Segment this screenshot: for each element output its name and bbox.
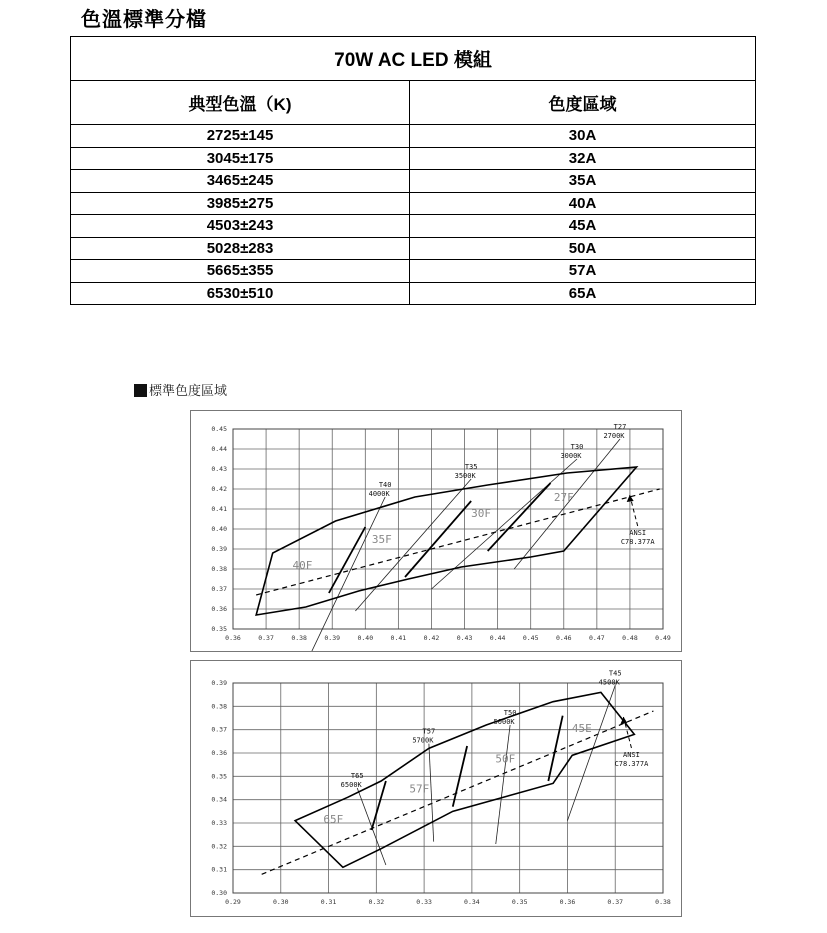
chromaticity-chart-lower — [191, 661, 681, 916]
cct-cell: 5028±283 — [71, 237, 410, 260]
y-tick-label: 0.33 — [211, 819, 227, 827]
cct-label: T65 — [350, 772, 364, 780]
cct-label: T57 — [422, 727, 436, 736]
y-tick-label: 0.41 — [211, 505, 227, 513]
cct-label: T30 — [570, 443, 584, 451]
cct-temp-label: 4000K — [368, 490, 390, 498]
table-row — [71, 282, 756, 305]
section-label-text: 標準色度區域 — [149, 384, 228, 399]
table-row — [71, 260, 756, 283]
x-tick-label: 0.49 — [655, 634, 671, 642]
y-tick-label: 0.35 — [211, 772, 227, 781]
square-bullet-icon — [134, 384, 147, 397]
region-label: 45E — [571, 722, 592, 735]
x-tick-label: 0.41 — [390, 634, 407, 642]
x-tick-label: 0.37 — [258, 634, 274, 642]
chromaticity-chart-upper — [191, 411, 681, 651]
x-tick-label: 0.40 — [357, 634, 374, 642]
region-cell: 65A — [410, 282, 756, 305]
y-tick-label: 0.39 — [211, 545, 227, 553]
plot-border — [233, 683, 663, 893]
chromaticity-chart-lower-frame — [190, 660, 682, 917]
y-tick-label: 0.35 — [211, 625, 227, 633]
y-tick-label: 0.30 — [211, 889, 227, 897]
region-label: 57F — [409, 782, 430, 796]
region-cell: 40A — [410, 192, 756, 215]
region-divider — [405, 501, 471, 577]
x-tick-label: 0.34 — [464, 898, 480, 906]
y-tick-label: 0.42 — [211, 485, 227, 493]
y-tick-label: 0.40 — [211, 525, 227, 533]
cct-label: T50 — [503, 709, 517, 717]
cct-line — [496, 725, 510, 844]
y-tick-label: 0.32 — [211, 842, 227, 851]
cct-temp-label: 2700K — [603, 432, 625, 440]
cct-cell: 2725±145 — [71, 125, 410, 148]
cct-line — [429, 744, 434, 842]
table-row — [71, 237, 756, 260]
table-row — [71, 170, 756, 193]
region-label: 35F — [371, 533, 392, 546]
cct-label: T27 — [613, 423, 627, 431]
y-tick-label: 0.31 — [211, 865, 227, 874]
region-cell: 30A — [410, 125, 756, 148]
cct-line — [309, 497, 385, 651]
cct-label: T35 — [464, 463, 478, 471]
region-cell: 35A — [410, 170, 756, 193]
x-tick-label: 0.36 — [559, 898, 576, 906]
cct-temp-label: 3500K — [454, 472, 476, 480]
y-tick-label: 0.38 — [211, 702, 227, 711]
region-divider — [488, 483, 551, 551]
x-tick-label: 0.33 — [416, 898, 432, 906]
region-divider — [329, 527, 365, 593]
cct-cell: 4503±243 — [71, 215, 410, 238]
x-tick-label: 0.43 — [456, 634, 473, 642]
cct-cell: 6530±510 — [71, 282, 410, 305]
chromaticity-chart-upper-frame — [190, 410, 682, 652]
page-title: 色溫標準分檔 — [81, 7, 207, 31]
x-tick-label: 0.38 — [291, 634, 307, 642]
ansi-label: ANSI — [629, 529, 647, 537]
ansi-label: ANSI — [623, 751, 640, 759]
cct-temp-label: 3000K — [560, 452, 582, 460]
region-cell: 57A — [410, 260, 756, 283]
ansi-standard-label: C78.377A — [614, 760, 649, 768]
region-cell: 45A — [410, 215, 756, 238]
x-tick-label: 0.48 — [622, 634, 638, 642]
region-outline — [295, 692, 634, 867]
ansi-line — [256, 489, 660, 595]
x-tick-label: 0.47 — [589, 634, 605, 642]
y-tick-label: 0.44 — [211, 445, 227, 453]
x-tick-label: 0.30 — [272, 898, 289, 906]
y-tick-label: 0.43 — [211, 465, 227, 473]
x-tick-label: 0.38 — [655, 898, 671, 906]
y-tick-label: 0.36 — [211, 749, 227, 757]
region-cell: 32A — [410, 147, 756, 170]
region-label: 30F — [471, 507, 492, 520]
cct-temp-label: 5000K — [493, 718, 515, 726]
x-tick-label: 0.39 — [324, 634, 341, 642]
y-tick-label: 0.39 — [211, 679, 227, 687]
cct-table — [70, 36, 756, 305]
region-label: 50F — [495, 752, 516, 766]
x-tick-label: 0.44 — [489, 634, 506, 642]
cct-cell: 3985±275 — [71, 192, 410, 215]
x-tick-label: 0.45 — [522, 634, 539, 642]
region-label: 40F — [292, 559, 313, 572]
table-row — [71, 147, 756, 170]
y-tick-label: 0.37 — [211, 585, 227, 593]
x-tick-label: 0.29 — [225, 898, 241, 906]
x-tick-label: 0.35 — [511, 898, 528, 906]
cct-label: T45 — [608, 669, 622, 678]
table-title: 70W AC LED 模組 — [71, 37, 756, 81]
table-row — [71, 215, 756, 238]
cct-cell: 5665±355 — [71, 260, 410, 283]
cct-temp-label: 6500K — [340, 781, 362, 789]
x-tick-label: 0.36 — [225, 634, 241, 642]
region-label: 65F — [323, 813, 344, 826]
x-tick-label: 0.32 — [368, 898, 385, 906]
ansi-standard-label: C78.377A — [620, 538, 655, 546]
y-tick-label: 0.36 — [211, 605, 227, 613]
header-region: 色度區域 — [410, 81, 756, 125]
x-tick-label: 0.31 — [320, 898, 337, 906]
ansi-line — [262, 711, 654, 874]
y-tick-label: 0.37 — [211, 725, 227, 734]
region-cell: 50A — [410, 237, 756, 260]
section-label — [134, 380, 227, 399]
cct-cell: 3465±245 — [71, 170, 410, 193]
cct-temp-label: 5700K — [412, 736, 434, 745]
cct-temp-label: 4500K — [598, 678, 620, 687]
table-row — [71, 192, 756, 215]
y-tick-label: 0.45 — [211, 425, 227, 433]
region-label: 27F — [553, 491, 574, 504]
y-tick-label: 0.38 — [211, 565, 227, 573]
cct-cell: 3045±175 — [71, 147, 410, 170]
y-tick-label: 0.34 — [211, 795, 227, 804]
table-row — [71, 125, 756, 148]
x-tick-label: 0.37 — [607, 898, 624, 906]
header-cct: 典型色溫（K) — [71, 81, 410, 125]
x-tick-label: 0.42 — [423, 634, 440, 642]
x-tick-label: 0.46 — [555, 634, 572, 642]
cct-label: T40 — [378, 481, 392, 489]
